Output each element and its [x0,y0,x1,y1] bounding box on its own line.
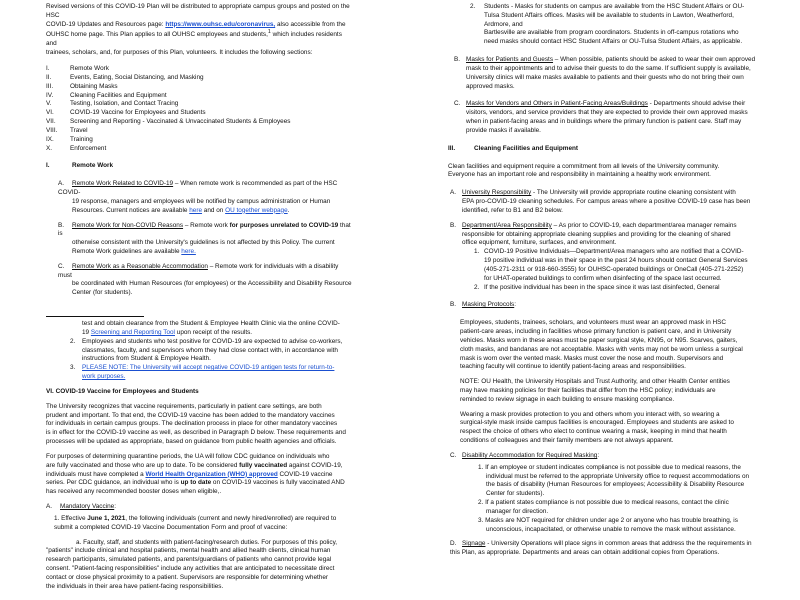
right-column: 2. Students - Masks for students on campus are available from the HSC Student Affairs or OU- Tulsa Student Affairs offices. Masks will be available to students in Lawton, Weatherford, Ardmore, and Bartlesville are available from program coordinators. Students in off-campus rotations who need masks should contact HSC Student Affairs or OU-Tulsa Student Affairs, as applicable. B. Masks for Patients and Guests – When possible, patients should be asked to wear their own approved mask to their appointments and to advise their guests to do the same. If sufficient supply is available, University clinics will make masks available to patients and their guests who do not bring their own approved masks. C. Masks for Vendors and Others in Patient-Facing Areas/Buildings - Departments should advise their visitors, vendors, and service providers that they are expected to provide their own approved masks when in patient-facing areas and in buildings where the primary function is patient care. Staff may provide masks if available. III. Cleaning Facilities and Equipment Clean facilities and equipment require a commitment from all levels of the University community. Everyone has an important role and responsibility in maintaining a healthy work environment. A. University Responsibility - The University will provide appropriate routine cleaning consistent with EPA pro-COVID-19 cleaning schedules. For campus areas where a positive COVID-19 case has been identified, refer to B1 and B2 below. B. Department/Area Responsibility – As prior to COVID-19, each department/area manager remains responsible for obtaining appropriate cleaning supplies and providing for the cleaning of shared office equipment, furniture, surfaces, and environment. 1. COVID-19 Positive Individuals—Department/Area managers who are notified that a COVID- 19 positive individual was in their space in the past 24 hours should contact General Services (405-271-2311 or 918-660-3555) for OUHSC-operated buildings or OneCall (405-271-2252) for UHAT-operated buildings to confirm when disinfecting of the space last occurred. 2. If the positive individual has been in the space since it was last disinfected, General B. Masking Protocols: Employees, students, trainees, scholars, and volunteers must wear an approved mask in HSC patient-care areas, including in facilities whose primary function is patient care, and in University vehicles. Masks worn in these areas must be paper surgical style, KN95, or N95. Scarves, gaiters, cloth masks, and bandanas are not acceptable. Masks with vents may not be worn unless a surgical mask is worn over the vented mask. Masks must cover the nose and mouth. Supervisors and teaching faculty will continue to identify patient-facing areas and responsibilities. NOTE: OU Health, the University Hospitals and Trust Authority, and other Health Center entities may have masking policies for their facilities that differ from the HSC policy; individuals are reminded to review signage in each building to ensure masking compliance. Wearing a mask provides protection to you and others whom you interact with, so wearing a surgical-style mask inside campus facilities is encouraged. Employees and students are asked to respect the choice of others who elect to continue wearing a mask, keeping in mind that health conditions of colleagues and their family members are not always apparent. C. Disability Accommodation for Required Masking: 1. If an employee or student indicates compliance is not possible due to medical reasons, the individual must be referred to the appropriate University office to request accommodations on the basis of disability (Human Resources for employees; Accessibility & Disability Resource Center for students). 2. If a patient states compliance is not possible due to medical reasons, contact the clinic manager for direction. 3. Masks are NOT required for children under age 2 or anyone who has trouble breathing, is unconscious, incapacitated, or otherwise unable to remove the mask without assistance. D. Signage - University Operations will place signs in common areas that address the the requirements in this Plan, as appropriate. Departments and areas can obtain additional copies from Operations. [448,3,756,557]
disability-item-3: 3. Masks are NOT required for children under age 2 or anyone who has trouble breathing, is unconscious, incapacitated, or otherwise unable to remove the mask without assistance. [478,516,738,533]
toc-item: VI. COVID-19 Vaccine for Employees and Students [46,109,206,117]
toc-item: VIII. Travel [46,126,88,134]
toc-item: IX. Training [46,135,93,143]
toc-item: III. Obtaining Masks [46,82,118,90]
testing-continued: test and obtain clearance from the Student & Employee Health Clinic via the online COVID- 19 Screening and Reporting Tool upon receipt of the results. [82,320,340,336]
masks-patients-guests: B. Masks for Patients and Guests – When possible, patients should be asked to wear their own approved mask to their appointments and to advise their guests to do the same. If sufficient supply is available, University clinics will make masks available to patients and their guests who do not bring their own approved masks. [454,56,756,90]
toc-item: I. Remote Work [46,65,109,73]
here-link[interactable]: here [189,206,203,214]
toc-item: IV. Cleaning Facilities and Equipment [46,91,167,99]
intro-line: trainees, scholars, and, for purposes of this Plan, volunteers. It includes the following sections: [46,49,313,57]
toc-item: X. Enforcement [46,144,107,152]
table-of-contents [46,65,352,153]
page-break-rule [46,316,144,317]
toc-item: VII. Screening and Reporting - Vaccinated & Unvaccinated Students & Employees [46,118,291,126]
testing-item-3: 3. PLEASE NOTE: The University will accept negative COVID-19 antigen tests for return-to- work purposes. [70,364,335,381]
antigen-note-link[interactable]: PLEASE NOTE: The University will accept negative COVID-19 antigen tests for return-to- [82,364,335,372]
patient-facing-item: a. Faculty, staff, and students with patient-facing/research duties. For purposes of this policy, "patients" include clinical and hospital patients, mental health and allied health clients, clinical human research participants, simulated patients, and parents/guardians of patients who cannot provide legal consent. "Patient-facing responsibilities" include any activities that are anticipated to necessitate direct contact or close physical proximity to a patient. Supervisors are responsible for determining whether the individuals in their area have patient-facing responsibilities. [46,538,338,590]
who-approved-link[interactable]: World Health Organization (WHO) approved [145,470,278,478]
screening-tool-link[interactable]: Screening and Reporting Tool [90,328,175,336]
section-heading-cleaning: III. Cleaning Facilities and Equipment [448,144,579,152]
remote-work-b: B. Remote Work for Non-COVID Reasons – Remote work for purposes unrelated to COVID-19 that is otherwise consistent with the University's guidelines is not affected by this Policy. The current Remote Work guidelines are available here. [58,221,351,255]
intro-line: Revised versions of this COVID-19 Plan will be distributed to appropriate campus groups and posted on the HSC [46,3,350,19]
disability-item-1: 1. If an employee or student indicates compliance is not possible due to medical reasons, the individual must be referred to the appropriate University office to request accommodations on the basis of disability (Human Resources for employees; Accessibility & Disability Resource Center for students). [478,463,750,498]
effective-date-item: 1. Effective June 1, 2021, the following individuals (current and newly hired/enrolled) are required to submit a completed COVID-19 Vaccine Documentation Form and proof of vaccine: [54,514,337,531]
department-responsibility: B. Department/Area Responsibility – As prior to COVID-19, each department/area manager remains responsible for obtaining appropriate cleaning supplies and providing for the cleaning of shared office equipment, furniture, surfaces, and environment. 1. COVID-19 Positive Individuals—Department/Area managers who are notified that a COVID- 19 positive individual was in their space in the past 24 hours should contact General Services (405-271-2311 or 918-660-3555) for OUHSC-operated buildings or OneCall (405-271-2252) for UHAT-operated buildings to confirm when disinfecting of the space last occurred. 2. If the positive individual has been in the space since it was last disinfected, General [450,221,748,291]
masking-protocols-text: Employees, students, trainees, scholars, and volunteers must wear an approved mask in HSC patient-care areas, including in facilities whose primary function is patient care, and in University vehicles. Masks worn in these areas must be paper surgical style, KN95, or N95. Scarves, gaiters, cloth masks, and bandanas are not acceptable. Masks with vents may not be worn unless a surgical mask is worn over the vented mask. Masks must cover the nose and mouth. Supervisors and teaching faculty will continue to identify patient-facing areas and responsibilities. [460,319,743,371]
vaccine-paragraph-2: For purposes of determining quarantine periods, the UA will follow CDC guidance on individuals who are fully vaccinated and those who are up to date. To be considered fully vaccinated against COVID-19, individuals must have completed a World Health Organization (WHO) approved COVID-19 vaccine series. Per CDC guidance, an individual who is up to date on COVID-19 vaccines is fully vaccinated AND has received any recommended booster doses when eligible,. [46,452,345,496]
intro-line: COVID-19 Updates and Resources page: https://www.ouhsc.edu/coronavirus, also accessible from the [46,20,346,28]
remote-work-a: A. Remote Work Related to COVID-19 – When remote work is recommended as part of the HSC COVID- 19 response, managers and employees will be notified by campus administration or Human Resources. Current notices are available here and on OU together webpage. [58,180,338,214]
ou-health-note: NOTE: OU Health, the University Hospitals and Trust Authority, and other Health Center entities may have masking policies for their facilities that differ from the HSC policy; individuals are reminded to review signage in each building to ensure masking compliance. [460,378,730,403]
toc-item: II. Events, Eating, Social Distancing, and Masking [46,73,204,81]
remote-work-c: C. Remote Work as a Reasonable Accommodation – Remote work for individuals with a disability must be coordinated with Human Resources (for employees) or the Accessibility and Disability Resource Center (for students). [58,262,352,297]
left-column [46,3,352,592]
cleaning-intro: Clean facilities and equipment require a commitment from all levels of the University community. [448,162,720,170]
section-heading-vaccine: VI. COVID-19 Vaccine for Employees and Students [46,387,199,395]
signage: D. Signage - University Operations will place signs in common areas that address the the requirements in this Plan, as appropriate. Departments and areas can obtain additional copies from Operations. [450,540,752,557]
disability-accommodation-heading: C. Disability Accommodation for Required Masking: [450,451,600,459]
mandatory-vaccine-heading: A. Mandatory Vaccine: [46,503,117,511]
ou-together-link[interactable]: OU together webpage [225,206,288,214]
university-responsibility: A. University Responsibility - The University will provide appropriate routine cleaning consistent with EPA pro-COVID-19 cleaning schedules. For campus areas where a positive COVID-19 case has been identified, refer to B1 and B2 below. [450,189,751,214]
toc-item: V. Testing, Isolation, and Contact Tracing [46,100,179,108]
vaccine-paragraph-1: The University recognizes that vaccine requirements, particularly in patient care settings, are both prudent and important. To that end, the COVID-19 vaccine has been added to the mandatory vaccines for individuals in certain campus groups. The declination process in place for other mandatory vaccines is in effect for the COVID-19 vaccine as well, as described in Paragraph D below. These requirements and processes will be updated as appropriate, based on guidance from public health agencies and officials. [46,402,346,446]
guidelines-link[interactable]: here. [181,248,196,255]
intro-line: OUHSC home page. This Plan applies to all OUHSC employees and students,$^1$ which includes residents and [46,29,342,48]
testing-item-2: 2. Employees and students who test positive for COVID-19 are expected to advise co-workers, classmates, faculty, and supervisors whom they had close contact with, in accordance with instructions from Student & Employee Health. [70,337,343,363]
coronavirus-link[interactable]: https://www.ouhsc.edu/coronavirus, [165,20,276,28]
disability-item-2: 2. If a patient states compliance is not possible due to medical reasons, contact the clinic manager for direction. [478,499,729,515]
mask-encouragement: Wearing a mask provides protection to you and others whom you interact with, so wearing a surgical-style mask inside campus facilities is encouraged. Employees and students are asked to respect the choice of others who elect to continue wearing a mask, keeping in mind that health conditions of colleagues and their family members are not always apparent. [460,410,734,445]
section-heading-remote-work: I. Remote Work [46,162,114,170]
student-masks-item: 2. Students - Masks for students on campus are available from the HSC Student Affairs or OU- Tulsa Student Affairs offices. Masks will be available to students in Lawton, Weatherford, Ardmore, and Bartlesville are available from program coordinators. Students in off-campus rotations who need masks should contact HSC Student Affairs or OU-Tulsa Student Affairs, as applicable. [470,3,745,46]
masks-vendors: C. Masks for Vendors and Others in Patient-Facing Areas/Buildings - Departments should advise their visitors, vendors, and service providers that they are expected to provide their own approved masks when in patient-facing areas and in buildings where the primary function is patient care. Staff may provide masks if available. [454,100,748,134]
masking-protocols-heading: B. Masking Protocols: [450,301,516,309]
